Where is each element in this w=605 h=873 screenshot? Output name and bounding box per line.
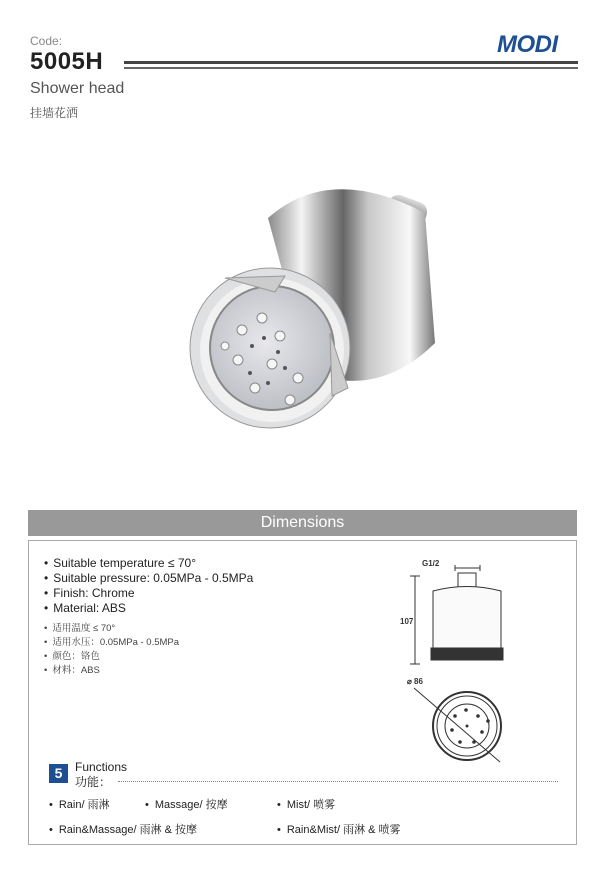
function-item: • Massage/ 按摩 [145,796,228,812]
diameter-label: ⌀ 86 [407,677,423,686]
function-item: • Rain&Mist/ 雨淋 & 喷雾 [277,821,401,837]
product-code: 5005H [30,48,104,75]
functions-divider [118,781,558,782]
height-label: 107 [400,617,414,626]
function-item: • Rain/ 雨淋 [49,796,110,812]
specs-en-list [44,556,253,616]
spec-item: • Material: ABS [44,601,253,616]
functions-title-en: Functions [75,760,128,774]
spec-item-cn: • 颜色：铬色 [44,650,179,664]
dimension-drawing [400,556,570,771]
spec-item: • Finish: Chrome [44,586,253,601]
section-title: Dimensions [28,510,577,536]
brand-logo: MODI [497,31,558,58]
spec-item: • Suitable temperature ≤ 70° [44,556,253,571]
thread-label: G1/2 [422,559,440,568]
function-item: • Rain&Massage/ 雨淋 & 按摩 [49,821,197,837]
spec-item-cn: • 适用温度 ≤ 70° [44,622,179,636]
functions-count-badge: 5 [49,764,68,783]
shower-head-image [180,168,440,438]
spec-item-cn: • 材料：ABS [44,664,179,678]
product-title-en: Shower head [30,80,125,97]
specs-cn-list [44,622,179,678]
function-item: • Mist/ 喷雾 [277,796,335,812]
spec-item-cn: • 适用水压：0.05MPa - 0.5MPa [44,636,179,650]
spec-item: • Suitable pressure: 0.05MPa - 0.5MPa [44,571,253,586]
functions-title-cn: 功能： [75,775,112,789]
code-label: Code: [30,34,63,48]
header-rule [124,61,578,70]
product-title-cn: 挂墙花洒 [30,106,79,120]
